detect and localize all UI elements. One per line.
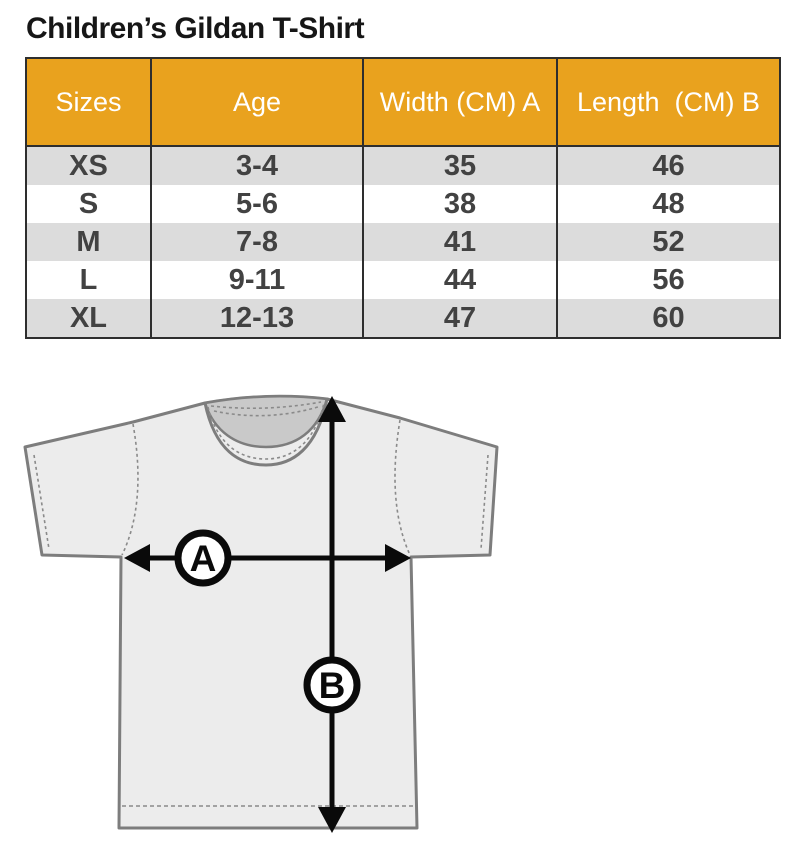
column-header-age: Age xyxy=(151,58,363,146)
cell-width: 35 xyxy=(363,146,557,185)
cell-age: 12-13 xyxy=(151,299,363,338)
table-row xyxy=(26,146,780,185)
size-table xyxy=(25,57,781,339)
cell-length: 46 xyxy=(557,146,780,185)
cell-size: L xyxy=(26,261,151,299)
width-marker-label: A xyxy=(189,538,217,579)
column-header-length: Length (CM) B xyxy=(557,58,780,146)
column-header-width: Width (CM) A xyxy=(363,58,557,146)
page-title: Children’s Gildan T-Shirt xyxy=(26,12,365,45)
length-marker-label: B xyxy=(318,665,346,706)
cell-length: 56 xyxy=(557,261,780,299)
table-row xyxy=(26,261,780,299)
cell-length: 60 xyxy=(557,299,780,338)
cell-age: 7-8 xyxy=(151,223,363,261)
table-row xyxy=(26,299,780,338)
cell-size: XS xyxy=(26,146,151,185)
cell-length: 52 xyxy=(557,223,780,261)
table-row xyxy=(26,185,780,223)
size-table-header-row xyxy=(26,58,780,146)
cell-age: 3-4 xyxy=(151,146,363,185)
tshirt-measurement-diagram xyxy=(0,385,540,855)
cell-width: 41 xyxy=(363,223,557,261)
cell-size: M xyxy=(26,223,151,261)
cell-size: S xyxy=(26,185,151,223)
cell-width: 47 xyxy=(363,299,557,338)
cell-age: 5-6 xyxy=(151,185,363,223)
cell-width: 44 xyxy=(363,261,557,299)
cell-width: 38 xyxy=(363,185,557,223)
cell-size: XL xyxy=(26,299,151,338)
tshirt-outline xyxy=(25,396,497,828)
table-row xyxy=(26,223,780,261)
column-header-sizes: Sizes xyxy=(26,58,151,146)
cell-age: 9-11 xyxy=(151,261,363,299)
cell-length: 48 xyxy=(557,185,780,223)
